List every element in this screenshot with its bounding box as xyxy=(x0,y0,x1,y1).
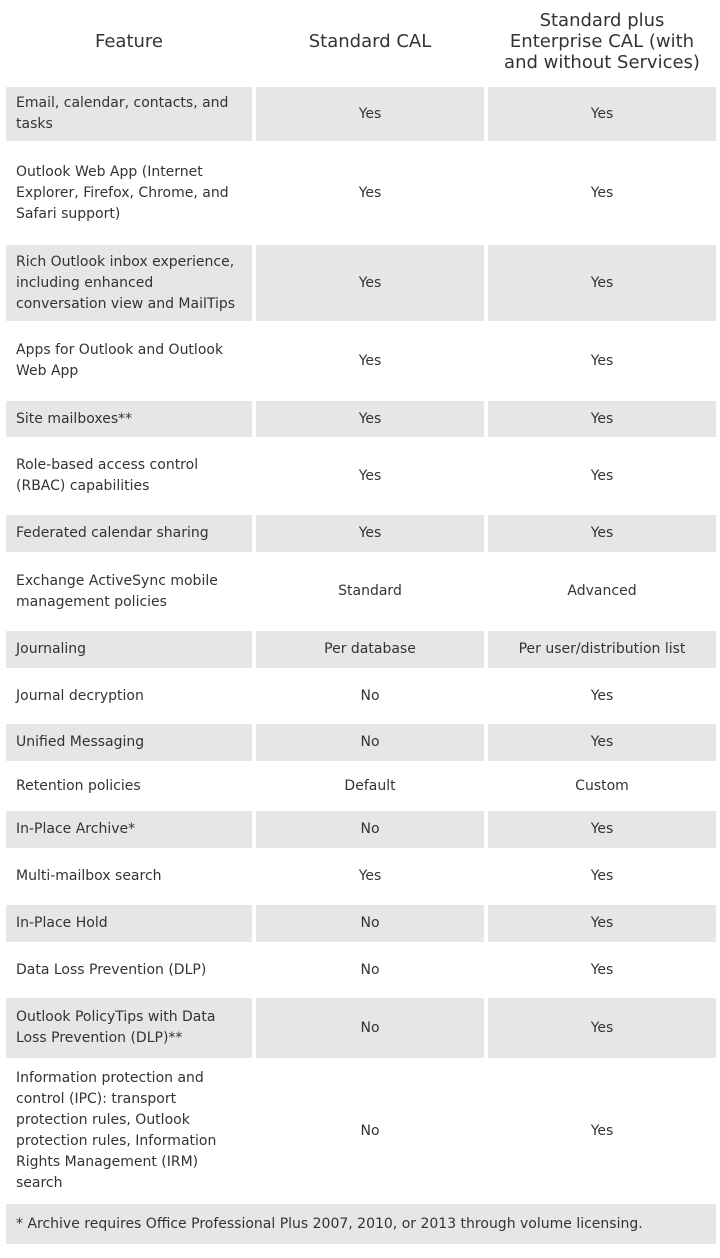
standard-cal-cell: Yes xyxy=(256,146,484,240)
feature-cell: Rich Outlook inbox experience, including enhanced conversation view and MailTips xyxy=(6,240,252,326)
standard-cal-cell: No xyxy=(256,719,484,766)
feature-cell: Outlook PolicyTips with Data Loss Prevention (DLP)** xyxy=(6,993,252,1063)
standard-cal-cell: No xyxy=(256,1063,484,1199)
standard-cal-cell: No xyxy=(256,947,484,993)
standard-cal-cell: No xyxy=(256,993,484,1063)
standard-cal-cell: Yes xyxy=(256,326,484,396)
feature-cell: Site mailboxes** xyxy=(6,396,252,442)
enterprise-cal-cell: Yes xyxy=(488,719,716,766)
feature-cell: Information protection and control (IPC): transport protection rules, Outlook protection rules, Information Rights Management (IRM) search xyxy=(6,1063,252,1199)
enterprise-cal-cell: Yes xyxy=(488,673,716,719)
standard-cal-cell: No xyxy=(256,806,484,853)
feature-cell: Journal decryption xyxy=(6,673,252,719)
feature-cell: Email, calendar, contacts, and tasks xyxy=(6,82,252,146)
table-row xyxy=(6,442,716,510)
table-row xyxy=(6,626,716,673)
table-row xyxy=(6,853,716,900)
enterprise-cal-cell: Yes xyxy=(488,947,716,993)
enterprise-cal-cell: Yes xyxy=(488,326,716,396)
standard-cal-cell: No xyxy=(256,673,484,719)
enterprise-cal-cell: Yes xyxy=(488,396,716,442)
column-header-enterprise-cal: Standard plus Enterprise CAL (with and without Services) xyxy=(504,9,700,73)
table-row xyxy=(6,1063,716,1199)
footnote: * Archive requires Office Professional Plus 2007, 2010, or 2013 through volume licensing. xyxy=(6,1199,716,1249)
table-row xyxy=(6,766,716,806)
feature-cell: Retention policies xyxy=(6,766,252,806)
footnote-row xyxy=(6,1199,716,1249)
table-row xyxy=(6,993,716,1063)
feature-cell: Federated calendar sharing xyxy=(6,510,252,557)
feature-cell: Journaling xyxy=(6,626,252,673)
table-row xyxy=(6,510,716,557)
table-row xyxy=(6,673,716,719)
standard-cal-cell: Yes xyxy=(256,240,484,326)
feature-cell: In-Place Archive* xyxy=(6,806,252,853)
enterprise-cal-cell: Yes xyxy=(488,146,716,240)
feature-cell: Apps for Outlook and Outlook Web App xyxy=(6,326,252,396)
column-header-feature: Feature xyxy=(94,30,164,52)
enterprise-cal-cell: Yes xyxy=(488,993,716,1063)
standard-cal-cell: Yes xyxy=(256,853,484,900)
enterprise-cal-cell: Yes xyxy=(488,806,716,853)
standard-cal-cell: Yes xyxy=(256,396,484,442)
feature-cell: Unified Messaging xyxy=(6,719,252,766)
enterprise-cal-cell: Yes xyxy=(488,853,716,900)
table-row xyxy=(6,240,716,326)
table-row xyxy=(6,719,716,766)
column-header-standard-cal: Standard CAL xyxy=(308,30,432,52)
table-row xyxy=(6,947,716,993)
table-row xyxy=(6,82,716,146)
standard-cal-cell: Per database xyxy=(256,626,484,673)
feature-cell: Data Loss Prevention (DLP) xyxy=(6,947,252,993)
standard-cal-cell: Default xyxy=(256,766,484,806)
table-header-row xyxy=(6,0,716,82)
enterprise-cal-cell: Custom xyxy=(488,766,716,806)
table-row xyxy=(6,900,716,947)
standard-cal-cell: Yes xyxy=(256,82,484,146)
standard-cal-cell: Yes xyxy=(256,442,484,510)
enterprise-cal-cell: Yes xyxy=(488,442,716,510)
enterprise-cal-cell: Yes xyxy=(488,510,716,557)
enterprise-cal-cell: Yes xyxy=(488,82,716,146)
standard-cal-cell: No xyxy=(256,900,484,947)
feature-cell: Exchange ActiveSync mobile management policies xyxy=(6,557,252,626)
enterprise-cal-cell: Advanced xyxy=(488,557,716,626)
enterprise-cal-cell: Yes xyxy=(488,1063,716,1199)
feature-cell: Multi-mailbox search xyxy=(6,853,252,900)
enterprise-cal-cell: Yes xyxy=(488,240,716,326)
feature-cell: Outlook Web App (Internet Explorer, Firefox, Chrome, and Safari support) xyxy=(6,146,252,240)
table-row xyxy=(6,557,716,626)
standard-cal-cell: Yes xyxy=(256,510,484,557)
enterprise-cal-cell: Per user/distribution list xyxy=(488,626,716,673)
feature-cell: In-Place Hold xyxy=(6,900,252,947)
enterprise-cal-cell: Yes xyxy=(488,900,716,947)
table-row xyxy=(6,396,716,442)
feature-cell: Role-based access control (RBAC) capabilities xyxy=(6,442,252,510)
standard-cal-cell: Standard xyxy=(256,557,484,626)
table-row xyxy=(6,326,716,396)
table-row xyxy=(6,806,716,853)
table-row xyxy=(6,146,716,240)
feature-comparison-table xyxy=(2,0,720,1249)
